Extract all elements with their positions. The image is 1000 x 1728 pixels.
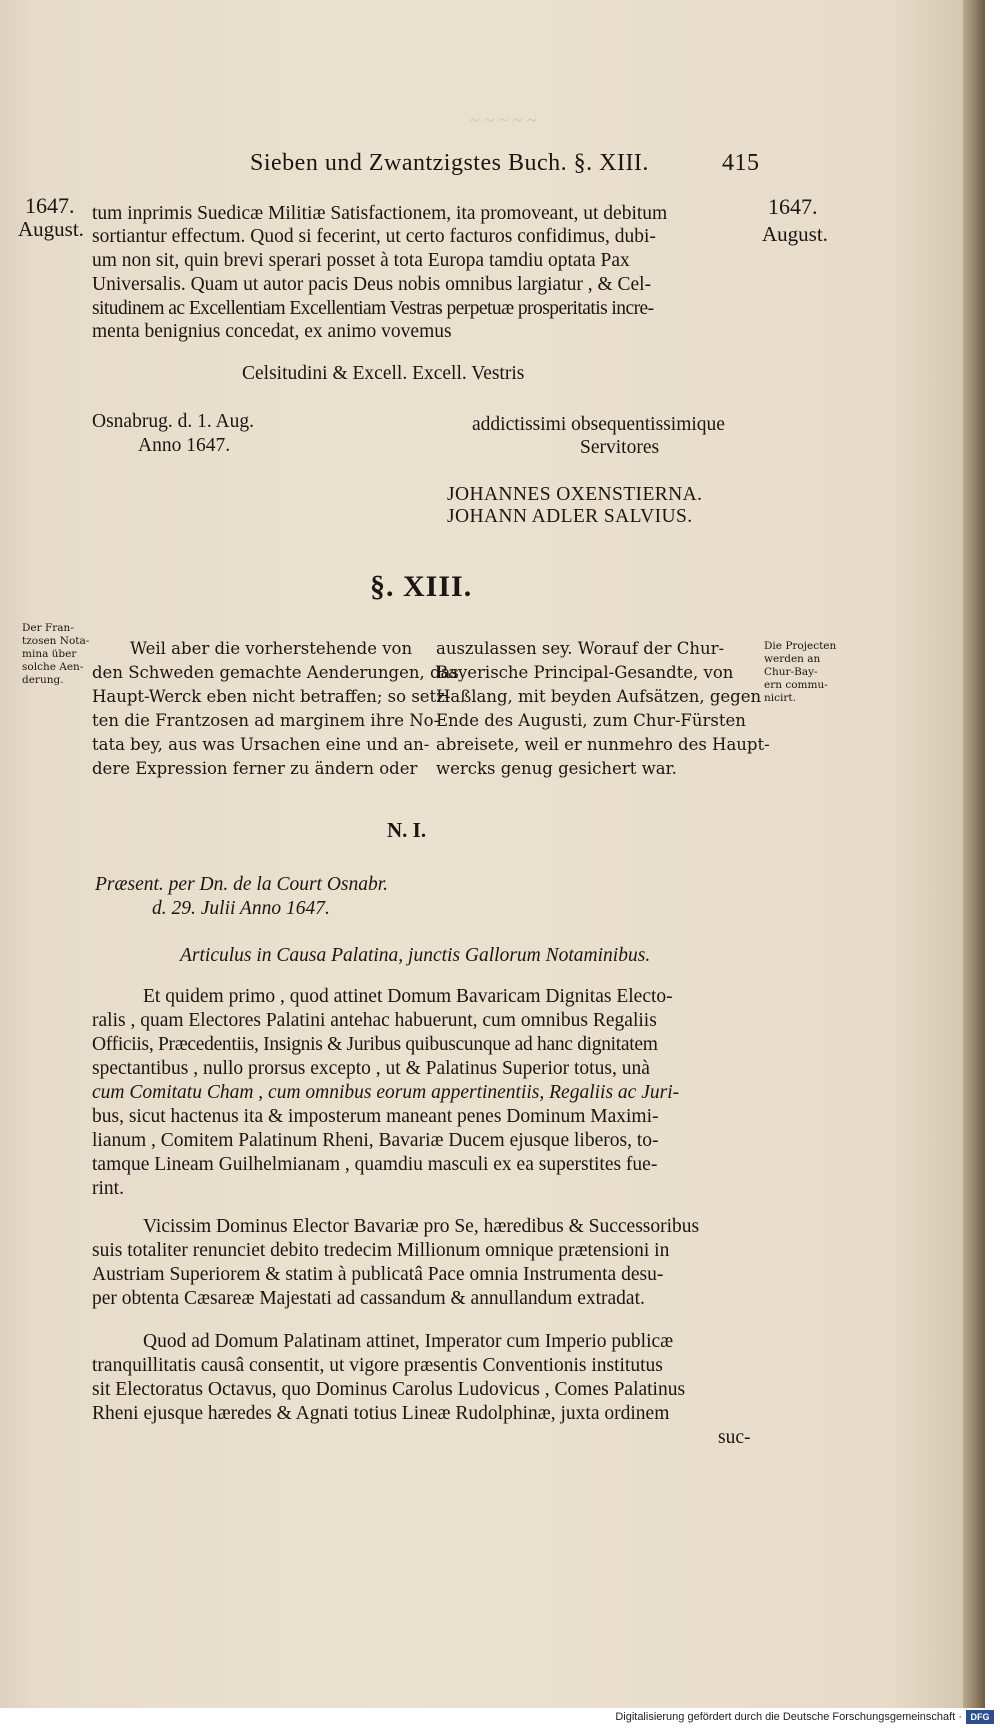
margin-year-right: 1647. <box>768 194 818 219</box>
paragraph-line: suis totaliter renunciet debito tredecim Millionum omnique prætensioni in <box>92 1240 670 1261</box>
closing-line-2: Servitores <box>580 437 660 458</box>
salutation: Celsitudini & Excell. Excell. Vestris <box>242 363 525 384</box>
signature-1: JOHANNES OXENSTIERNA. <box>447 484 703 505</box>
paragraph-line: Officiis, Præcedentiis, Insignis & Juribus quibuscunque ad hanc dignitatem <box>92 1034 658 1055</box>
footer-credit: Digitalisierung gefördert durch die Deutsche Forschungsgemeinschaft · <box>615 1711 962 1723</box>
paragraph-line: Et quidem primo , quod attinet Domum Bavaricam Dignitas Electo- <box>143 986 673 1007</box>
presented-line-1: Præsent. per Dn. de la Court Osnabr. <box>95 874 389 895</box>
paragraph-line: tamque Lineam Guilhelmianam , quamdiu masculi ex ea superstites fue- <box>92 1154 658 1175</box>
book-spine-shadow <box>963 0 985 1708</box>
document-heading: N. I. <box>387 818 427 842</box>
catchword: suc- <box>718 1427 751 1448</box>
margin-note-right: Die Projecten werden an Chur-Bay- ern commu- nicirt. <box>764 640 837 704</box>
letter-line: situdinem ac Excellentiam Excellentiam Vestras perpetuæ prosperitatis incre- <box>92 298 654 319</box>
paragraph-line: rint. <box>92 1178 124 1199</box>
bleed-through: ~ ~ ~ ~ ~ <box>470 110 537 130</box>
dfg-logo: DFG <box>966 1710 994 1724</box>
paragraph-line: ralis , quam Electores Palatini antehac habuerunt, cum omnibus Regaliis <box>92 1010 657 1031</box>
margin-month-left: August. <box>18 217 84 241</box>
paragraph-line: Quod ad Domum Palatinam attinet, Imperator cum Imperio publicæ <box>143 1331 674 1352</box>
presented-line-2: d. 29. Julii Anno 1647. <box>152 898 330 919</box>
margin-year-left: 1647. <box>25 193 75 218</box>
paragraph-line: lianum , Comitem Palatinum Rheni, Bavariæ Ducem ejusque liberos, to- <box>92 1130 659 1151</box>
page-number: 415 <box>722 150 760 176</box>
article-title: Articulus in Causa Palatina, junctis Gallorum Notaminibus. <box>180 945 651 966</box>
signature-2: JOHANN ADLER SALVIUS. <box>447 506 693 527</box>
letter-line: um non sit, quin brevi sperari posset à tota Europa tamdiu optata Pax <box>92 250 630 271</box>
letter-line: tum inprimis Suedicæ Militiæ Satisfactionem, ita promoveant, ut debitum <box>92 203 668 224</box>
margin-month-right: August. <box>762 222 828 246</box>
section-heading: §. XIII. <box>370 570 473 603</box>
place-date: Osnabrug. d. 1. Aug. <box>92 411 254 432</box>
paragraph-line: cum Comitatu Cham , cum omnibus eorum appertinentiis, Regaliis ac Juri- <box>92 1082 680 1103</box>
paragraph-line: bus, sicut hactenus ita & imposterum maneant penes Dominum Maximi- <box>92 1106 659 1127</box>
letter-year: Anno 1647. <box>138 435 231 456</box>
running-header-title: Sieben und Zwantzigstes Buch. §. XIII. <box>250 150 649 176</box>
section-column-left: Weil aber die vorherstehende von den Schweden gemachte Aenderungen, das Haupt-Werck eben nicht betraffen; so setz- ten die Frantzosen ad marginem ihre No- tata bey, aus was Ursachen eine und an- dere Expression ferner zu ändern oder <box>92 639 459 778</box>
paragraph-line: Vicissim Dominus Elector Bavariæ pro Se, hæredibus & Successoribus <box>143 1216 700 1237</box>
letter-line: Universalis. Quam ut autor pacis Deus nobis omnibus largiatur , & Cel- <box>92 274 652 295</box>
closing-line-1: addictissimi obsequentissimique <box>472 414 725 435</box>
paragraph-line: Austriam Superiorem & statim à publicatâ Pace omnia Instrumenta desu- <box>92 1264 664 1285</box>
paragraph-line: per obtenta Cæsareæ Majestati ad cassandum & annullandum extradat. <box>92 1288 645 1309</box>
letter-line: menta benignius concedat, ex animo vovemus <box>92 321 452 342</box>
paragraph-line: tranquillitatis causâ consentit, ut vigore præsentis Conventionis institutus <box>92 1355 663 1376</box>
letter-line: sortiantur effectum. Quod si fecerint, ut certo facturos confidimus, dubi- <box>92 226 656 247</box>
paragraph-line: spectantibus , nullo prorsus excepto , ut & Palatinus Superior totus, unà <box>92 1058 650 1079</box>
margin-note-left: Der Fran- tzosen Nota- mina über solche Aen- derung. <box>22 622 90 686</box>
paragraph-line: sit Electoratus Octavus, quo Dominus Carolus Ludovicus , Comes Palatinus <box>92 1379 686 1400</box>
section-column-right: auszulassen sey. Worauf der Chur- Bayerische Principal-Gesandte, von Haßlang, mit beyden Aufsätzen, gegen Ende des Augusti, zum Chur-Fürsten abreisete, weil er nunmehro des Haupt- wercks genug gesichert war. <box>436 639 770 778</box>
paragraph-line: Rheni ejusque hæredes & Agnati totius Lineæ Rudolphinæ, juxta ordinem <box>92 1403 670 1424</box>
